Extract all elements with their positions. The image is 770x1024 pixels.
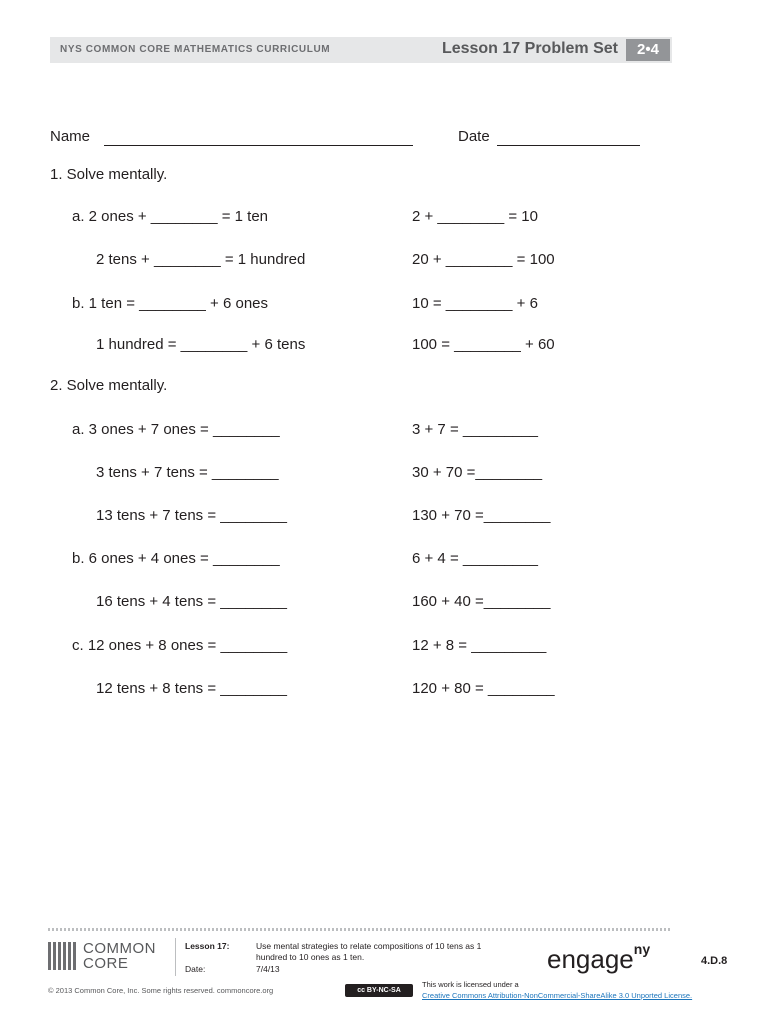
- footer-lesson-label: Lesson 17:: [185, 941, 230, 951]
- engage-text: engage: [547, 944, 634, 974]
- date-label: Date: [458, 128, 490, 145]
- problem-1a2-left: 2 tens + ________ = 1 hundred: [96, 251, 306, 268]
- problem-2a-left: a. 3 ones + 7 ones = ________: [72, 421, 280, 438]
- problem-1b-right: 10 = ________ + 6: [412, 295, 538, 312]
- grade-module-badge: 2•4: [626, 39, 670, 61]
- problem-1b-left: b. 1 ten = ________ + 6 ones: [72, 295, 269, 312]
- page-code: 4.D.8: [701, 955, 728, 967]
- logo-text-core: CORE: [83, 955, 129, 972]
- problem-2a2-left: 3 tens + 7 tens = ________: [96, 464, 279, 481]
- problem-2a3-right: 130 + 70 =________: [412, 507, 551, 524]
- footer-description-line2: hundred to 10 ones as 1 ten.: [256, 952, 365, 962]
- curriculum-title: NYS COMMON CORE MATHEMATICS CURRICULUM: [60, 44, 331, 55]
- problem-2b2-right: 160 + 40 =________: [412, 593, 551, 610]
- problem-2b-right: 6 + 4 = _________: [412, 550, 538, 567]
- problem-1b2-right: 100 = ________ + 60: [412, 336, 555, 353]
- problem-2b-left: b. 6 ones + 4 ones = ________: [72, 550, 280, 567]
- problem-2c2-right: 120 + 80 = ________: [412, 680, 555, 697]
- name-label: Name: [50, 128, 91, 145]
- common-core-logo: [48, 940, 166, 972]
- engage-sup: ny: [633, 941, 651, 958]
- date-field[interactable]: [497, 145, 640, 146]
- footer-separator: [175, 938, 176, 976]
- footer-divider: [48, 928, 672, 931]
- page-header: [50, 37, 672, 63]
- license-line1: This work is licensed under a: [422, 980, 519, 989]
- lesson-title: Lesson 17 Problem Set: [441, 40, 618, 57]
- footer-description-line1: Use mental strategies to relate compositions of 10 tens as 1: [256, 941, 482, 951]
- problem-2a3-left: 13 tens + 7 tens = ________: [96, 507, 287, 524]
- problem-2-heading: 2. Solve mentally.: [50, 377, 168, 394]
- problem-2c2-left: 12 tens + 8 tens = ________: [96, 680, 287, 697]
- license-link[interactable]: Creative Commons Attribution-NonCommercial-ShareAlike 3.0 Unported License.: [422, 991, 693, 1000]
- engageny-logo: [547, 941, 651, 975]
- problem-2b2-left: 16 tens + 4 tens = ________: [96, 593, 287, 610]
- problem-1a2-right: 20 + ________ = 100: [412, 251, 555, 268]
- cc-license-badge: cc BY-NC-SA: [345, 984, 413, 997]
- problem-1-heading: 1. Solve mentally.: [50, 166, 168, 183]
- logo-text-common: COMMON: [83, 940, 156, 957]
- problem-2a-right: 3 + 7 = _________: [412, 421, 538, 438]
- footer-date-value: 7/4/13: [256, 964, 280, 974]
- copyright: © 2013 Common Core, Inc. Some rights reserved. commoncore.org: [48, 986, 274, 995]
- problem-1a-right: 2 + ________ = 10: [412, 208, 538, 225]
- problem-2c-right: 12 + 8 = _________: [412, 637, 547, 654]
- footer-date-label: Date:: [185, 964, 206, 974]
- problem-1b2-left: 1 hundred = ________ + 6 tens: [96, 336, 306, 353]
- problem-2a2-right: 30 + 70 =________: [412, 464, 543, 481]
- problem-2c-left: c. 12 ones + 8 ones = ________: [72, 637, 288, 654]
- common-core-logo-icon: [48, 942, 78, 970]
- name-field[interactable]: [104, 145, 413, 146]
- problem-1a-left: a. 2 ones + ________ = 1 ten: [72, 208, 269, 225]
